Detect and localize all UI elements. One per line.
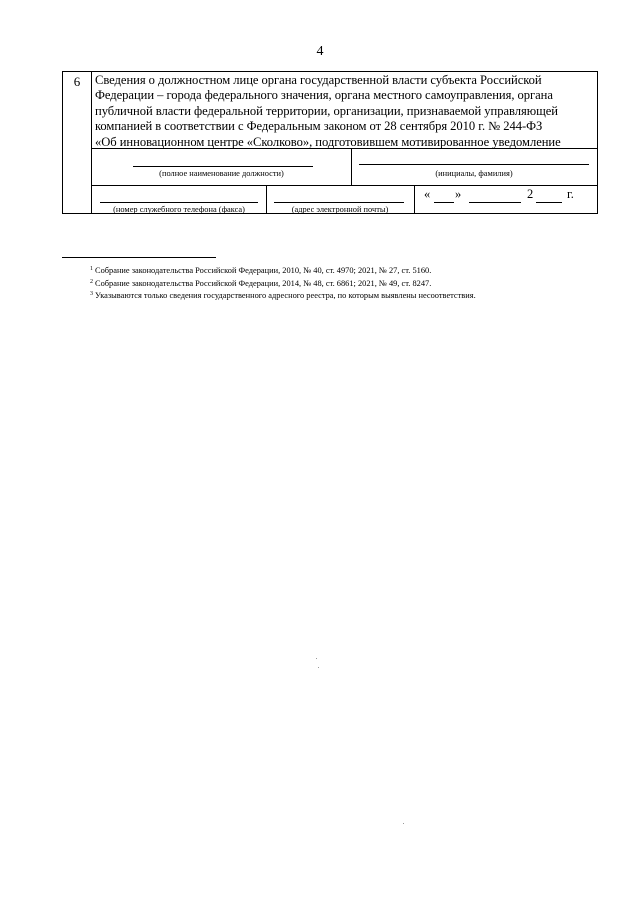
initials-caption: (инициалы, фамилия) bbox=[435, 169, 513, 178]
page-number: 4 bbox=[316, 44, 324, 59]
email-caption: (адрес электронной почты) bbox=[291, 205, 389, 214]
heading-line: «Об инновационном центре «Сколково», подготовившем мотивированное уведомление bbox=[95, 134, 561, 149]
position-signature-line[interactable] bbox=[133, 166, 313, 167]
heading-line: публичной власти федеральной территории, организации, признаваемой управляющей bbox=[95, 103, 558, 118]
heading-line: Сведения о должностном лице органа государственной власти субъекта Российской bbox=[95, 73, 542, 87]
footnote-text: Собрание законодательства Российской Федерации, 2010, № 40, ст. 4970; 2021, № 27, ст. 5160. bbox=[95, 266, 432, 275]
date-year-line[interactable] bbox=[536, 202, 562, 203]
footnote bbox=[90, 264, 610, 277]
date-open-quote: « bbox=[424, 187, 431, 201]
row-divider bbox=[92, 185, 597, 186]
position-caption: (полное наименование должности) bbox=[159, 169, 284, 178]
footnote bbox=[90, 277, 610, 290]
footnote-text: Собрание законодательства Российской Федерации, 2014, № 48, ст. 6861; 2021, № 49, ст. 8247. bbox=[95, 278, 432, 288]
column-divider bbox=[414, 185, 415, 213]
footnote-text: Указываются только сведения государственного адресного реестра, по которым выявлены несоответствия. bbox=[95, 291, 476, 301]
date-close-quote: » bbox=[455, 187, 462, 201]
initials-signature-line[interactable] bbox=[359, 164, 589, 165]
date-month-line[interactable] bbox=[469, 202, 521, 203]
footnote bbox=[90, 289, 610, 302]
date-year-suffix: г. bbox=[567, 187, 574, 201]
heading-line: Федерации – города федерального значения, органа местного самоуправления, органа bbox=[95, 88, 553, 103]
footnote-mark: 3 bbox=[90, 291, 93, 298]
email-line[interactable] bbox=[274, 202, 404, 203]
row-divider bbox=[92, 148, 597, 149]
date-day-line[interactable] bbox=[434, 202, 454, 203]
footnote-mark: 2 bbox=[90, 278, 93, 285]
footnote-separator bbox=[62, 257, 216, 258]
footnotes bbox=[90, 264, 610, 302]
date-year-prefix: 2 bbox=[527, 187, 534, 201]
footnote-mark: 1 bbox=[90, 266, 93, 272]
column-divider bbox=[351, 148, 352, 185]
scan-speck bbox=[403, 823, 404, 824]
heading-line: компанией в соответствии с Федеральным законом от 28 сентября 2010 г. № 244-ФЗ bbox=[95, 119, 543, 134]
phone-line[interactable] bbox=[100, 202, 258, 203]
section-heading bbox=[95, 73, 595, 150]
phone-caption: (номер служебного телефона (факса) bbox=[113, 205, 245, 214]
scan-speck bbox=[316, 658, 317, 659]
row-number: 6 bbox=[63, 72, 92, 213]
form-table bbox=[62, 71, 598, 214]
scan-speck bbox=[318, 667, 319, 668]
